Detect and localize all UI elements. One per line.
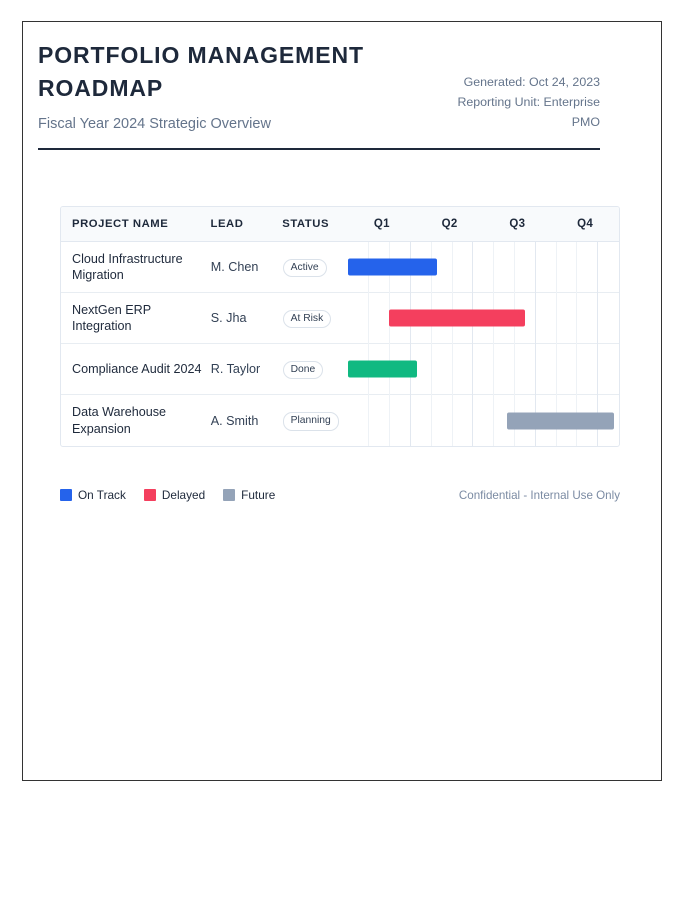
legend-and-footer	[60, 488, 620, 502]
gantt-gridline	[432, 395, 453, 446]
gantt-gridline	[598, 344, 619, 395]
quarter-header-q2: Q2	[441, 218, 458, 230]
legend-item	[60, 488, 126, 502]
legend-swatch	[223, 489, 235, 501]
table-row[interactable]	[61, 242, 619, 293]
gantt-gridline	[515, 344, 536, 395]
table-row[interactable]	[61, 293, 619, 344]
gantt-gridline	[536, 344, 557, 395]
gantt-gridline	[577, 293, 598, 344]
page-subtitle: Fiscal Year 2024 Strategic Overview	[38, 116, 271, 133]
status-cell	[283, 257, 349, 277]
page-title: PORTFOLIO MANAGEMENT ROADMAP	[38, 42, 364, 101]
gantt-gridline	[494, 242, 515, 293]
gantt-gridline	[494, 344, 515, 395]
legend-label: Delayed	[161, 488, 206, 502]
gantt-cell	[348, 242, 619, 293]
gantt-gridline	[473, 344, 494, 395]
gantt-gridline	[598, 242, 619, 293]
project-name: NextGen ERP Integration	[72, 302, 151, 333]
gantt-gridline	[557, 242, 578, 293]
legend-item	[144, 488, 205, 502]
gantt-gridline	[598, 293, 619, 344]
column-header-lead: LEAD	[210, 218, 244, 230]
project-lead: M. Chen	[210, 260, 259, 274]
gantt-gridline	[557, 293, 578, 344]
project-lead: A. Smith	[210, 413, 259, 428]
roadmap-table	[60, 206, 620, 447]
document-meta	[410, 37, 600, 132]
gantt-gridline	[453, 344, 474, 395]
header-divider	[38, 148, 600, 150]
gantt-gridline	[557, 344, 578, 395]
gantt-cell	[348, 344, 619, 395]
gantt-gridline	[536, 242, 557, 293]
confidentiality-note: Confidential - Internal Use Only	[458, 488, 620, 502]
title-block	[38, 37, 398, 134]
column-header-quarters	[348, 218, 619, 230]
gantt-gridline	[390, 395, 411, 446]
gantt-gridline	[411, 395, 432, 446]
status-cell	[283, 359, 349, 379]
legend-label: On Track	[78, 488, 126, 502]
legend-swatch	[60, 489, 72, 501]
legend-swatch	[144, 489, 156, 501]
project-name: Data Warehouse Expansion	[72, 405, 167, 436]
gantt-cell	[348, 395, 619, 446]
gantt-gridline	[369, 395, 390, 446]
quarter-header-q3: Q3	[509, 218, 526, 230]
table-body	[61, 242, 619, 446]
gantt-gridline	[348, 395, 369, 446]
chart-legend	[60, 488, 275, 502]
column-header-project: PROJECT NAME	[72, 218, 169, 230]
status-badge: At Risk	[283, 310, 332, 328]
gantt-gridline	[515, 242, 536, 293]
gantt-gridline	[473, 242, 494, 293]
gantt-gridline	[432, 344, 453, 395]
project-name: Cloud Infrastructure Migration	[72, 251, 183, 282]
gantt-gridline	[577, 242, 598, 293]
gantt-gridline	[369, 293, 390, 344]
meta-reporting-unit-line2: PMO	[571, 115, 600, 130]
quarter-header-q4: Q4	[577, 218, 594, 230]
document-header	[38, 37, 600, 150]
gantt-gridline	[453, 395, 474, 446]
table-row[interactable]	[61, 344, 619, 395]
gantt-gridline	[577, 344, 598, 395]
status-badge: Planning	[283, 412, 339, 430]
gantt-gridline	[536, 293, 557, 344]
status-badge: Done	[283, 361, 324, 379]
gantt-gridline	[348, 293, 369, 344]
gantt-bar[interactable]	[389, 310, 525, 327]
status-cell	[283, 410, 349, 430]
gantt-bar[interactable]	[348, 259, 437, 276]
legend-label: Future	[241, 488, 276, 502]
gantt-bar[interactable]	[348, 361, 417, 378]
legend-item	[223, 488, 275, 502]
table-header-row	[61, 207, 619, 242]
gantt-bar[interactable]	[507, 412, 614, 429]
header-row	[38, 37, 600, 134]
project-lead: S. Jha	[210, 311, 247, 325]
gantt-cell	[348, 293, 619, 344]
project-lead: R. Taylor	[210, 362, 261, 376]
table-row[interactable]	[61, 395, 619, 446]
quarter-header-q1: Q1	[373, 218, 390, 230]
gantt-gridline	[473, 395, 494, 446]
column-header-status: STATUS	[282, 218, 330, 230]
project-name: Compliance Audit 2024	[72, 361, 202, 376]
gantt-gridline	[453, 242, 474, 293]
status-cell	[283, 308, 349, 328]
meta-reporting-unit-line1: Reporting Unit: Enterprise	[457, 95, 600, 110]
status-badge: Active	[283, 259, 327, 277]
meta-generated: Generated: Oct 24, 2023	[463, 75, 600, 89]
